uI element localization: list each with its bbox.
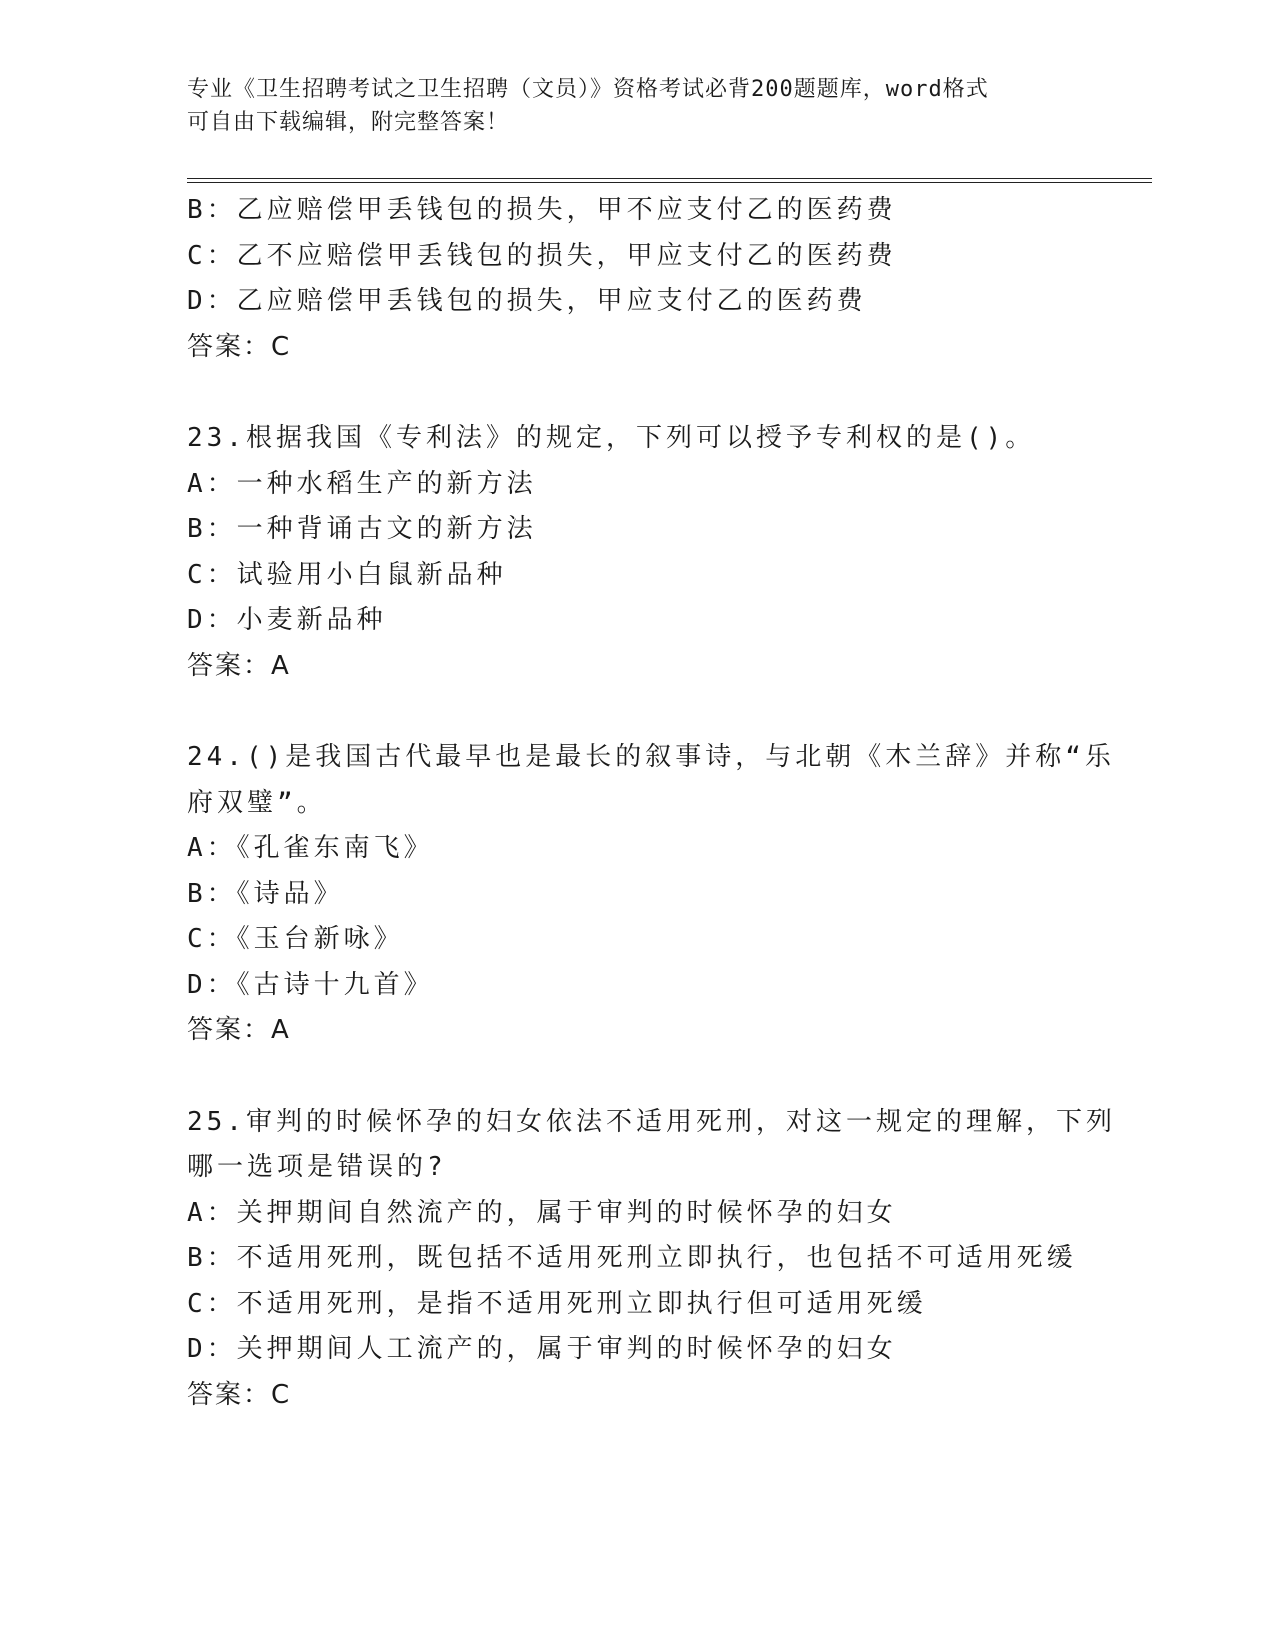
answer-line: 答案：A bbox=[187, 1015, 291, 1045]
header-line-1: 专业《卫生招聘考试之卫生招聘（文员）》资格考试必背200题题库，word格式 bbox=[187, 77, 989, 102]
option-d: D：小麦新品种 bbox=[187, 605, 387, 635]
question-content bbox=[187, 188, 1116, 1418]
previous-question-block bbox=[187, 188, 1087, 370]
page-header bbox=[187, 73, 1067, 139]
option-a: A：《孔雀东南飞》 bbox=[187, 833, 434, 863]
question-stem-line-2: 哪一选项是错误的? bbox=[187, 1152, 447, 1182]
option-a: A：关押期间自然流产的，属于审判的时候怀孕的妇女 bbox=[187, 1197, 897, 1228]
option-b: B：《诗品》 bbox=[187, 878, 344, 909]
option-b: B：一种背诵古文的新方法 bbox=[187, 514, 537, 544]
question-23-block bbox=[187, 416, 1087, 689]
question-24-block bbox=[187, 735, 1115, 1054]
question-stem-line-2: 府双璧”。 bbox=[187, 787, 327, 818]
option-d: D：关押期间人工流产的，属于审判的时候怀孕的妇女 bbox=[187, 1334, 897, 1364]
header-line-2: 可自由下载编辑，附完整答案！ bbox=[187, 110, 510, 135]
option-d: D：《古诗十九首》 bbox=[187, 969, 434, 1000]
answer-line: 答案：C bbox=[187, 1379, 292, 1410]
option-a: A：一种水稻生产的新方法 bbox=[187, 468, 537, 499]
spacer bbox=[187, 370, 1087, 416]
answer-line: 答案：C bbox=[187, 331, 292, 362]
option-c: C：《玉台新咏》 bbox=[187, 924, 404, 954]
option-b: B：乙应赔偿甲丢钱包的损失，甲不应支付乙的医药费 bbox=[187, 195, 897, 225]
option-c: C：不适用死刑，是指不适用死刑立即执行但可适用死缓 bbox=[187, 1288, 927, 1319]
option-d: D：乙应赔偿甲丢钱包的损失，甲应支付乙的医药费 bbox=[187, 286, 867, 316]
question-stem: 23.根据我国《专利法》的规定，下列可以授予专利权的是()。 bbox=[187, 423, 1036, 453]
answer-line: 答案：A bbox=[187, 650, 291, 681]
question-25-block bbox=[187, 1100, 1116, 1419]
option-c: C：试验用小白鼠新品种 bbox=[187, 559, 507, 590]
question-stem-line-1: 25.审判的时候怀孕的妇女依法不适用死刑，对这一规定的理解，下列 bbox=[187, 1106, 1116, 1137]
option-c: C：乙不应赔偿甲丢钱包的损失，甲应支付乙的医药费 bbox=[187, 240, 897, 271]
spacer bbox=[187, 1054, 1087, 1100]
option-b: B：不适用死刑，既包括不适用死刑立即执行，也包括不可适用死缓 bbox=[187, 1243, 1077, 1273]
spacer bbox=[187, 689, 1087, 735]
header-divider bbox=[187, 178, 1152, 183]
question-stem-line-1: 24.()是我国古代最早也是最长的叙事诗，与北朝《木兰辞》并称“乐 bbox=[187, 742, 1115, 772]
